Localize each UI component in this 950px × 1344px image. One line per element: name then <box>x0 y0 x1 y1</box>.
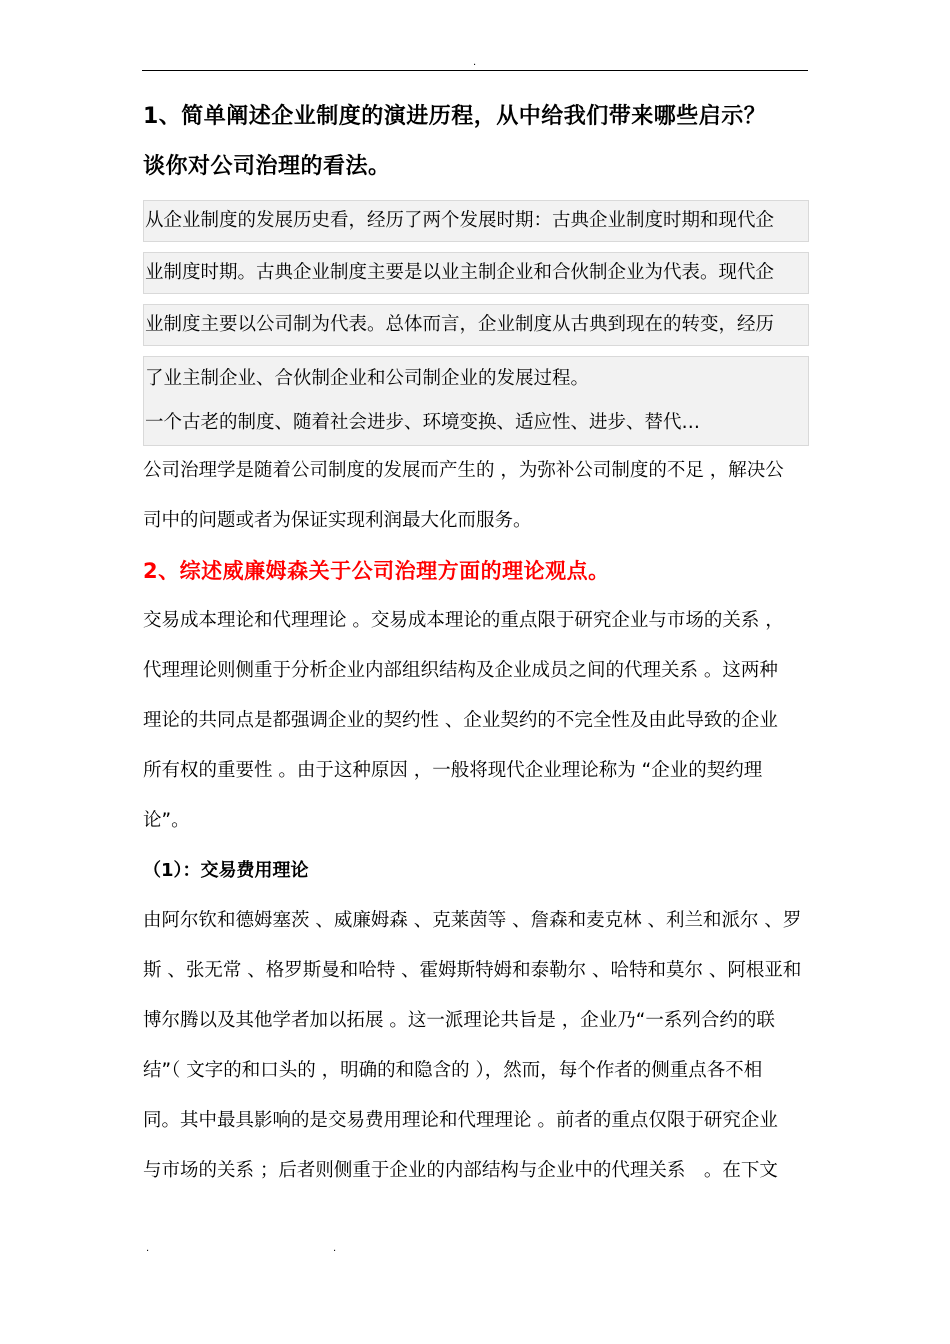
paragraph-line: 司中的问题或者为保证实现利润最大化而服务。 <box>143 510 532 531</box>
paragraph-line: 理论的共同点是都强调企业的契约性 、企业契约的不完全性及由此导致的企业 <box>143 710 778 731</box>
paragraph-line: 论”。 <box>143 810 190 831</box>
footer-dot-right: . <box>333 1243 337 1254</box>
answer-1-paragraph <box>143 446 809 546</box>
header-rule <box>142 70 808 71</box>
question-1-title-line: 谈你对公司治理的看法。 <box>143 154 391 179</box>
paragraph-line: 与市场的关系 ；后者则侧重于企业的内部结构与企业中的代理关系 。在下文 <box>143 1160 778 1181</box>
paragraph-line: 结”（ 文字的和口头的 ，明确的和隐含的 ），然而，每个作者的侧重点各不相 <box>143 1060 763 1081</box>
answer-1-line: 从企业制度的发展历史看，经历了两个发展时期：古典企业制度时期和现代企 <box>143 200 809 242</box>
answer-1-line: 业制度主要以公司制为代表。总体而言，企业制度从古典到现在的转变，经历 <box>143 304 809 346</box>
paragraph-line: 同。其中最具影响的是交易费用理论和代理理论 。前者的重点仅限于研究企业 <box>143 1110 778 1131</box>
paragraph-line: 交易成本理论和代理理论 。交易成本理论的重点限于研究企业与市场的关系 ， <box>143 610 784 631</box>
answer-1-line: 业制度时期。古典企业制度主要是以业主制企业和合伙制企业为代表。现代企 <box>143 252 809 294</box>
document-body <box>143 92 809 1196</box>
answer-1-shaded-block <box>143 200 809 446</box>
transaction-cost-paragraph <box>143 896 809 1196</box>
question-2-title: 2、综述威廉姆森关于公司治理方面的理论观点。 <box>143 559 610 583</box>
answer-1-line-group <box>143 356 809 446</box>
paragraph-line: 由阿尔钦和德姆塞茨 、威廉姆森 、克莱茵等 、詹森和麦克林 、利兰和派尔 、罗 <box>143 910 802 931</box>
paragraph-line: 代理理论则侧重于分析企业内部组织结构及企业成员之间的代理关系 。这两种 <box>143 660 778 681</box>
answer-1-line: 一个古老的制度、随着社会进步、环境变换、适应性、进步、替代… <box>145 412 701 433</box>
sub-heading-transaction-cost: （1）：交易费用理论 <box>143 860 309 881</box>
paragraph-line: 所有权的重要性 。由于这种原因 ，一般将现代企业理论称为 “企业的契约理 <box>143 760 763 781</box>
footer-dot-left: . <box>146 1243 150 1254</box>
paragraph-line: 斯 、张无常 、格罗斯曼和哈特 、霍姆斯特姆和泰勒尔 、哈特和莫尔 、阿根亚和 <box>143 960 802 981</box>
paragraph-line: 公司治理学是随着公司制度的发展而产生的 ，为弥补公司制度的不足 ，解决公 <box>143 460 784 481</box>
paragraph-line: 博尔腾以及其他学者加以拓展 。这一派理论共旨是 ，企业乃“一系列合约的联 <box>143 1010 775 1031</box>
header-dot: . <box>473 57 477 68</box>
answer-2-paragraph <box>143 596 809 846</box>
question-1-title-line: 1、简单阐述企业制度的演进历程，从中给我们带来哪些启示？ <box>143 104 767 129</box>
question-1-title <box>143 92 809 192</box>
answer-1-line: 了业主制企业、合伙制企业和公司制企业的发展过程。 <box>145 368 590 389</box>
